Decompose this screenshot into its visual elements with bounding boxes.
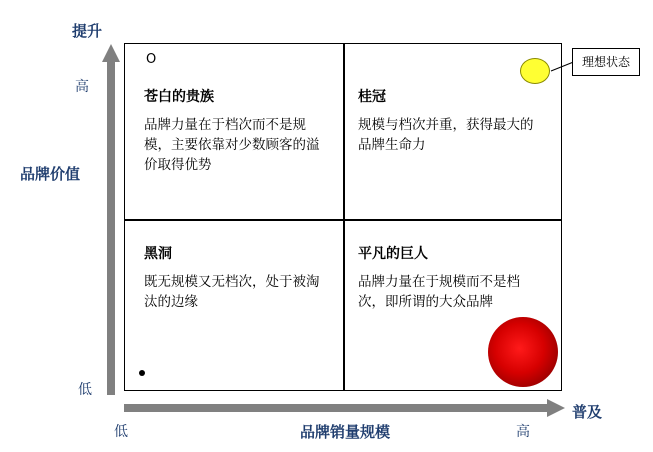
x-axis-low-label: 低 bbox=[114, 424, 128, 440]
quadrant-top-left-desc: 品牌力量在于档次而不是规模，主要依靠对少数顾客的溢价取得优势 bbox=[144, 117, 320, 173]
top-left-marker: O bbox=[146, 52, 157, 67]
ideal-state-circle bbox=[520, 58, 550, 84]
grid-horizontal-divider bbox=[124, 219, 562, 221]
quadrant-bottom-left-title: 黑洞 bbox=[144, 246, 172, 262]
giant-sphere bbox=[488, 317, 558, 387]
quadrant-top-right-title: 桂冠 bbox=[358, 89, 386, 105]
y-axis-top-label: 提升 bbox=[72, 22, 103, 40]
x-axis-right-label: 普及 bbox=[572, 403, 603, 421]
grid-vertical-divider bbox=[343, 43, 345, 391]
quadrant-top-left-title: 苍白的贵族 bbox=[144, 89, 214, 105]
quadrant-top-right-desc: 规模与档次并重，获得最大的品牌生命力 bbox=[358, 117, 534, 153]
x-axis-arrowhead bbox=[547, 399, 565, 417]
ideal-state-callout: 理想状态 bbox=[572, 48, 640, 76]
x-axis-high-label: 高 bbox=[516, 424, 530, 440]
y-axis-low-label: 低 bbox=[78, 382, 92, 398]
black-hole-dot bbox=[139, 370, 145, 376]
y-axis-shaft bbox=[107, 60, 115, 395]
quadrant-bottom-right-desc: 品牌力量在于规模而不是档次，即所谓的大众品牌 bbox=[358, 274, 520, 310]
quadrant-bottom-left-desc: 既无规模又无档次，处于被淘汰的边缘 bbox=[144, 274, 320, 310]
quadrant-bottom-right-title: 平凡的巨人 bbox=[358, 246, 428, 262]
x-axis-shaft bbox=[124, 404, 549, 412]
y-axis-arrowhead bbox=[102, 44, 120, 62]
y-axis-high-label: 高 bbox=[75, 79, 89, 95]
x-axis-title: 品牌销量规模 bbox=[300, 423, 391, 441]
y-axis-title: 品牌价值 bbox=[20, 165, 81, 183]
